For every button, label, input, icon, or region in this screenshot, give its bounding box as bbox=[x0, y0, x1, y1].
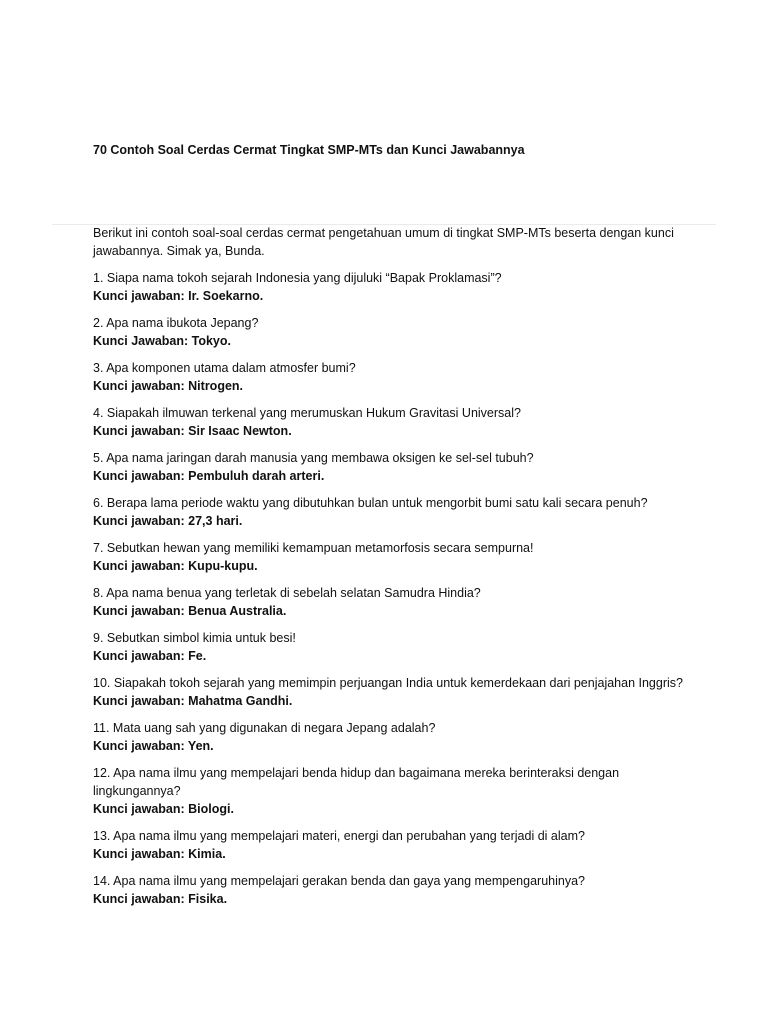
question-item bbox=[93, 539, 685, 575]
question-text: 6. Berapa lama periode waktu yang dibutuhkan bulan untuk mengorbit bumi satu kali secara penuh? bbox=[93, 496, 648, 510]
document-body bbox=[93, 224, 685, 917]
answer-key: Kunci jawaban: Yen. bbox=[93, 739, 214, 753]
question-text: 1. Siapa nama tokoh sejarah Indonesia yang dijuluki “Bapak Proklamasi”? bbox=[93, 271, 502, 285]
question-text: 3. Apa komponen utama dalam atmosfer bumi? bbox=[93, 361, 356, 375]
answer-key: Kunci jawaban: Ir. Soekarno. bbox=[93, 289, 264, 303]
answer-key: Kunci jawaban: 27,3 hari. bbox=[93, 514, 243, 528]
question-item bbox=[93, 404, 685, 440]
question-text: 2. Apa nama ibukota Jepang? bbox=[93, 316, 259, 330]
question-text: 9. Sebutkan simbol kimia untuk besi! bbox=[93, 631, 296, 645]
question-text: 7. Sebutkan hewan yang memiliki kemampuan metamorfosis secara sempurna! bbox=[93, 541, 534, 555]
question-text: 14. Apa nama ilmu yang mempelajari gerakan benda dan gaya yang mempengaruhinya? bbox=[93, 874, 585, 888]
question-text: 11. Mata uang sah yang digunakan di negara Jepang adalah? bbox=[93, 721, 436, 735]
question-text: 5. Apa nama jaringan darah manusia yang membawa oksigen ke sel-sel tubuh? bbox=[93, 451, 534, 465]
question-text: 13. Apa nama ilmu yang mempelajari materi, energi dan perubahan yang terjadi di alam? bbox=[93, 829, 585, 843]
question-list bbox=[93, 269, 685, 908]
question-item bbox=[93, 314, 685, 350]
answer-key: Kunci jawaban: Benua Australia. bbox=[93, 604, 287, 618]
question-item bbox=[93, 449, 685, 485]
answer-key: Kunci jawaban: Pembuluh darah arteri. bbox=[93, 469, 325, 483]
answer-key: Kunci jawaban: Kimia. bbox=[93, 847, 226, 861]
answer-key: Kunci jawaban: Sir Isaac Newton. bbox=[93, 424, 292, 438]
answer-key: Kunci jawaban: Mahatma Gandhi. bbox=[93, 694, 293, 708]
answer-key: Kunci jawaban: Kupu-kupu. bbox=[93, 559, 258, 573]
question-item bbox=[93, 719, 685, 755]
question-item bbox=[93, 269, 685, 305]
document-title: 70 Contoh Soal Cerdas Cermat Tingkat SMP-MTs dan Kunci Jawabannya bbox=[93, 143, 525, 157]
answer-key: Kunci jawaban: Nitrogen. bbox=[93, 379, 244, 393]
question-text: 10. Siapakah tokoh sejarah yang memimpin perjuangan India untuk kemerdekaan dari penjajahan Inggris? bbox=[93, 676, 683, 690]
question-item bbox=[93, 494, 685, 530]
question-text: 4. Siapakah ilmuwan terkenal yang merumuskan Hukum Gravitasi Universal? bbox=[93, 406, 521, 420]
question-item bbox=[93, 764, 685, 818]
question-item bbox=[93, 674, 685, 710]
answer-key: Kunci Jawaban: Tokyo. bbox=[93, 334, 231, 348]
answer-key: Kunci jawaban: Fe. bbox=[93, 649, 207, 663]
answer-key: Kunci jawaban: Biologi. bbox=[93, 802, 234, 816]
question-item bbox=[93, 584, 685, 620]
question-item bbox=[93, 359, 685, 395]
intro-paragraph: Berikut ini contoh soal-soal cerdas cermat pengetahuan umum di tingkat SMP-MTs beserta dengan kunci jawabannya. Simak ya, Bunda. bbox=[93, 226, 674, 258]
question-item bbox=[93, 827, 685, 863]
question-text: 8. Apa nama benua yang terletak di sebelah selatan Samudra Hindia? bbox=[93, 586, 481, 600]
answer-key: Kunci jawaban: Fisika. bbox=[93, 892, 228, 906]
question-item bbox=[93, 629, 685, 665]
question-item bbox=[93, 872, 685, 908]
question-text: 12. Apa nama ilmu yang mempelajari benda hidup dan bagaimana mereka berinteraksi dengan lingkungannya? bbox=[93, 766, 620, 798]
